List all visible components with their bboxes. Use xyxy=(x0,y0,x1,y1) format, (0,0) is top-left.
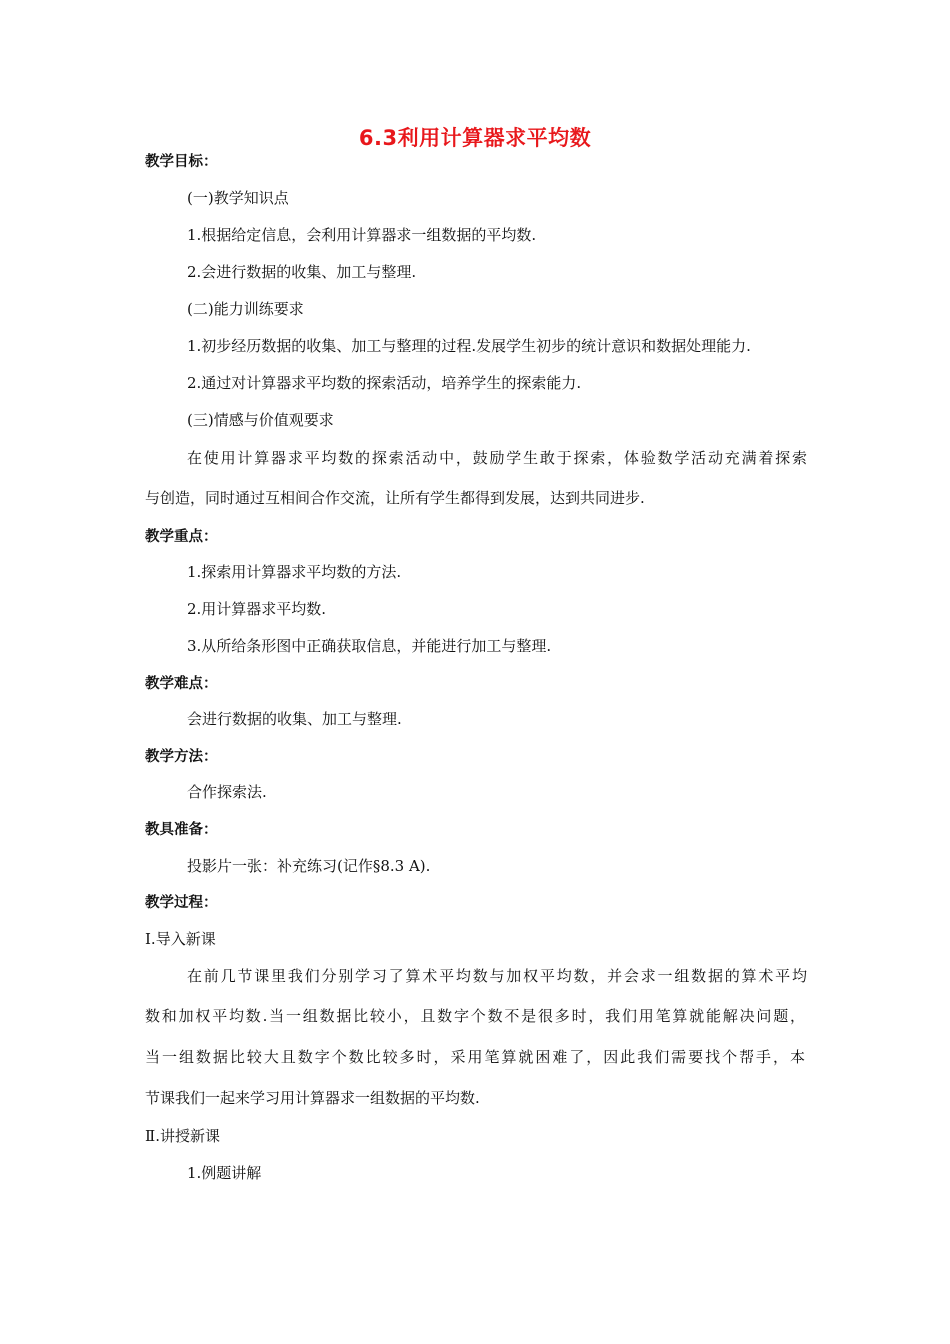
subheading-knowledge: (一)教学知识点 xyxy=(187,189,289,207)
section-heading-difficulties: 教学难点： xyxy=(145,676,218,692)
list-item: 3.从所给条形图中正确获取信息，并能进行加工与整理. xyxy=(187,637,552,655)
section-heading-tools: 教具准备： xyxy=(145,822,218,838)
list-item: 1.根据给定信息，会利用计算器求一组数据的平均数. xyxy=(187,226,537,244)
list-item: 投影片一张：补充练习(记作§8.3 A). xyxy=(187,857,431,875)
list-item: 2.会进行数据的收集、加工与整理. xyxy=(187,263,417,281)
subheading-intro: Ⅰ.导入新课 xyxy=(145,930,216,948)
paragraph-line: 节课我们一起来学习用计算器求一组数据的平均数. xyxy=(145,1089,480,1107)
paragraph-line: 与创造，同时通过互相间合作交流，让所有学生都得到发展，达到共同进步. xyxy=(145,489,645,507)
paragraph-line: 在前几节课里我们分别学习了算术平均数与加权平均数，并会求一组数据的算术平均 xyxy=(187,967,807,985)
list-item: 1.初步经历数据的收集、加工与整理的过程.发展学生初步的统计意识和数据处理能力. xyxy=(187,337,751,355)
paragraph-line: 在使用计算器求平均数的探索活动中，鼓励学生敢于探索，体验数学活动充满着探索 xyxy=(187,449,807,467)
document-title: 6.3利用计算器求平均数 xyxy=(358,126,592,150)
list-item: 1.例题讲解 xyxy=(187,1164,262,1182)
subheading-new-lesson: Ⅱ.讲授新课 xyxy=(145,1127,220,1145)
section-heading-process: 教学过程： xyxy=(145,895,218,911)
list-item: 2.通过对计算器求平均数的探索活动，培养学生的探索能力. xyxy=(187,374,582,392)
paragraph-line: 数和加权平均数.当一组数据比较小，且数字个数不是很多时，我们用笔算就能解决问题， xyxy=(145,1007,805,1025)
section-heading-method: 教学方法： xyxy=(145,749,218,765)
section-heading-key-points: 教学重点： xyxy=(145,529,218,545)
list-item: 2.用计算器求平均数. xyxy=(187,600,327,618)
section-heading-goals: 教学目标： xyxy=(145,154,218,170)
list-item: 会进行数据的收集、加工与整理. xyxy=(187,710,402,728)
subheading-ability: (二)能力训练要求 xyxy=(187,300,304,318)
list-item: 1.探索用计算器求平均数的方法. xyxy=(187,563,402,581)
paragraph-line: 当一组数据比较大且数字个数比较多时，采用笔算就困难了，因此我们需要找个帮手，本 xyxy=(145,1048,805,1066)
subheading-emotion: (三)情感与价值观要求 xyxy=(187,411,334,429)
list-item: 合作探索法. xyxy=(187,783,267,801)
